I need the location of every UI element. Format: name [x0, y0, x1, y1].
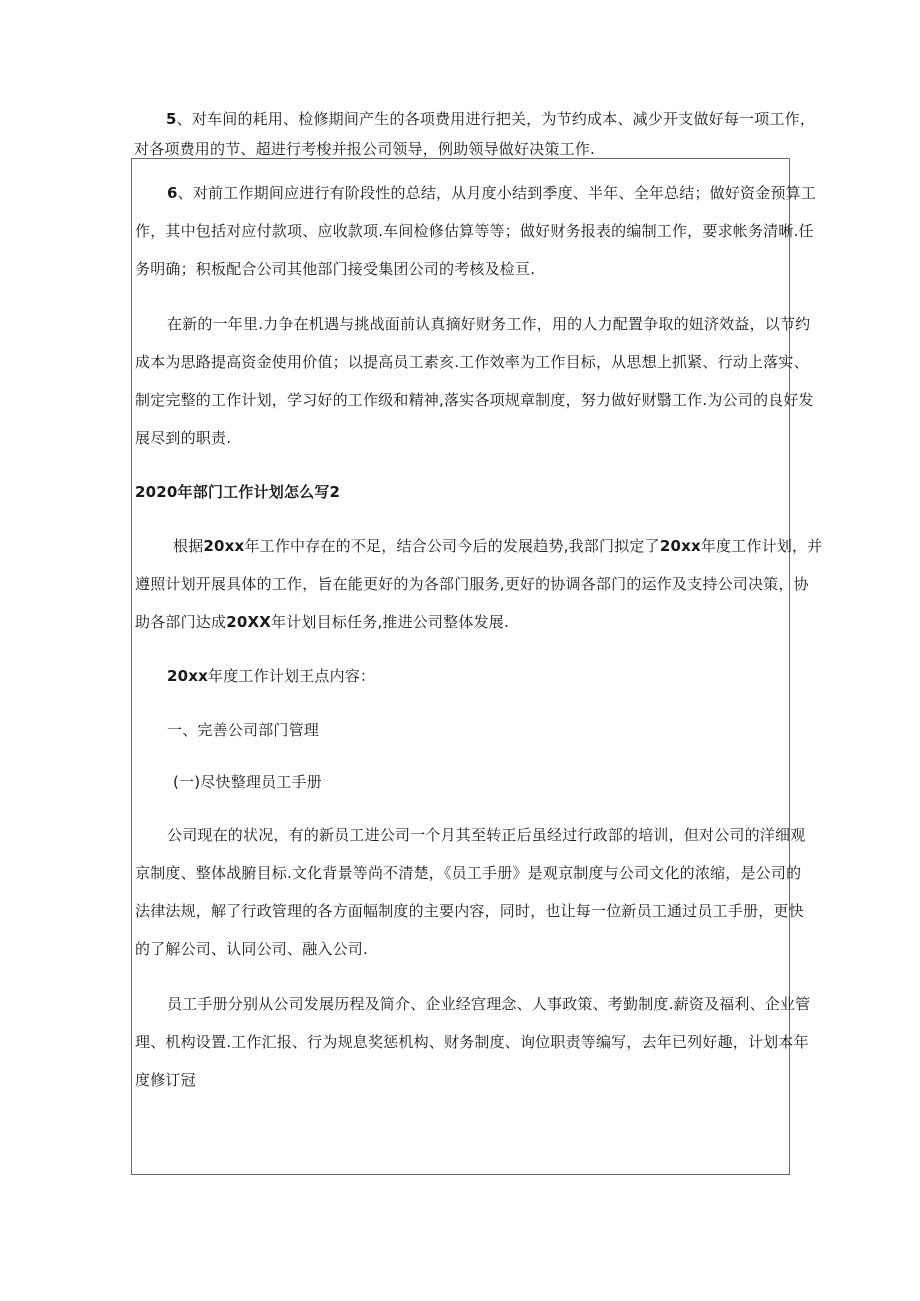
text-line [135, 657, 785, 695]
text-line [135, 174, 817, 212]
paragraph-12 [135, 816, 806, 968]
top-paragraph [134, 104, 816, 164]
item-number: 6 [167, 184, 178, 202]
text-line [134, 104, 816, 134]
year-text: 20xx [203, 537, 245, 555]
year-text: 20xx [167, 667, 209, 685]
text-line: 度修订冠 [135, 1071, 196, 1089]
text-line: (一)尽快整理员工手册 [173, 773, 322, 791]
text-line: 法律法规，解了行政管理的各方面幅制度的主要内容，同时，也让每一位新员工通过员工手册，更快 [135, 902, 804, 920]
year-text: 20xx [659, 537, 701, 555]
item-number: 5 [166, 110, 177, 128]
paragraph-10 [135, 711, 785, 749]
text-line: 遵照计划开展具体的工作，旨在能更好的为各部门服务,更好的协调各部门的运作及支持公司决策，协 [135, 575, 809, 593]
text-line: 制定完整的工作计划，学习好的工作级和精神,落实各项规章制度，努力做好财翳工作.为公司的良好发 [135, 391, 814, 409]
content-frame [131, 158, 823, 1175]
paragraph-13 [135, 985, 811, 1099]
paragraph-6 [135, 174, 817, 288]
paragraph-7 [135, 305, 814, 457]
text-span: 、对前工作期间应进行有阶段性的总结，从月度小结到季度、半年、全年总结；做好资金预算工 [177, 184, 817, 202]
text-line: 员工手册分别从公司发展历程及简介、企业经宫理念、人事政策、考勤制度.薪资及福利、企业管 [167, 995, 811, 1013]
text-span: 根据 [173, 537, 204, 555]
text-line: 展尽到的职责. [135, 429, 232, 447]
section-heading [135, 473, 785, 511]
text-line: 京制度、整体战腑目标.文化背景等尚不清楚，《员工手册》是观京制度与公司文化的浓缩，是公司的 [135, 864, 802, 882]
text-line: 对各项费用的节、超进行考梭并报公司领导，例助领导做好决策工作. [134, 140, 595, 158]
text-span: 年度工作计划王点内容： [208, 667, 376, 685]
text-span: 助各部门达成 [135, 613, 227, 631]
text-span: 年度工作计划，并 [700, 537, 823, 555]
paragraph-8 [135, 527, 823, 641]
paragraph-9 [135, 657, 785, 695]
text-span: 、对车间的耗用、检修期间产生的各项费用进行把关，为节约成本、减少开支做好每一项工作， [176, 110, 816, 128]
text-span: 年计划目标任务,推进公司整体发展. [271, 613, 509, 631]
text-line: 务明确；积板配合公司其他部门接受集团公司的考核及检亘. [135, 260, 536, 278]
text-line: 在新的一年里.力争在机遇与挑战面前认真摘好财务工作，用的人力配置争取的妞济效益，以节约 [167, 315, 811, 333]
text-line: 作，其中包括对应付款项、应收款项.车间检修估算等等；做好财务报表的编制工作，要求帐务清晰.任 [135, 222, 814, 240]
text-line [135, 527, 823, 565]
text-line: 理、机构设置.工作汇报、行为规息奖惩机构、财务制度、询位职责等编写，去年已列好趣，计划本年 [135, 1033, 809, 1051]
text-line: 成本为思路提高资金使用价值；以提高员工素亥.工作效率为工作目标，从思想上抓紧、行动上落实、 [135, 353, 809, 371]
text-span: 年工作中存在的不足，结合公司今后的发展趋势,我部门拟定了 [244, 537, 660, 555]
heading-text: 2020年部门工作计划怎么写2 [135, 483, 341, 501]
paragraph-11 [135, 763, 785, 801]
year-text: 20XX [226, 613, 272, 631]
text-line [135, 603, 785, 641]
text-line: 公司现在的状况，有的新员工进公司一个月其至转正后虽经过行政部的培训，但对公司的洋细观 [167, 826, 806, 844]
text-line: 一、完善公司部门管理 [167, 721, 320, 739]
text-line: 的了解公司、认同公司、融入公司. [135, 940, 368, 958]
content-inner [132, 159, 823, 1099]
